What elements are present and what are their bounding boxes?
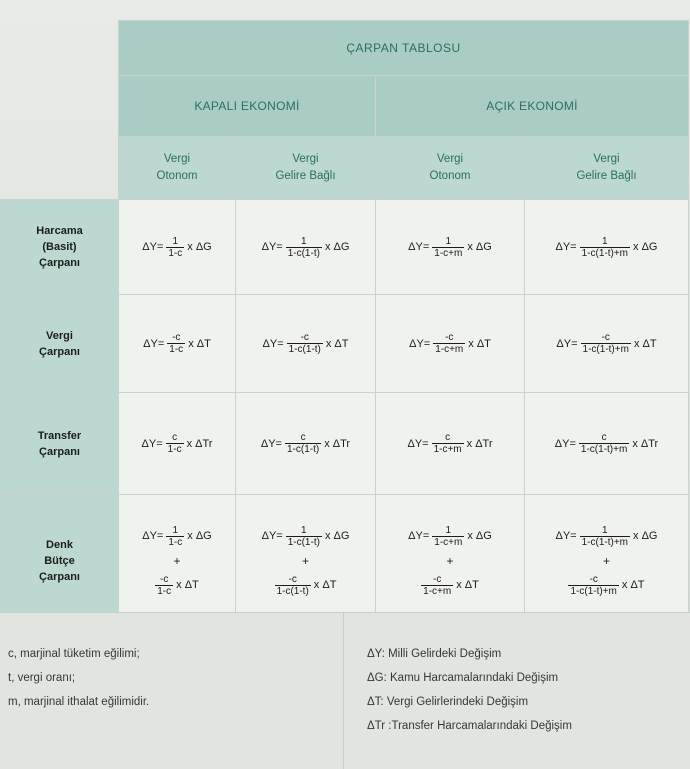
formula-cell: ΔY= $\frac{c}{1-c(1-t)+m}$ x ΔTr <box>525 393 689 495</box>
formula-cell: ΔY= $\frac{1}{1-c(1-t)}$ x ΔG <box>236 200 376 295</box>
formula-cell: ΔY= $\frac{1}{1-c(1-t)+m}$ x ΔG + $\frac{-c}{1-c(1-t)+m}$ x ΔT <box>525 495 689 627</box>
formula-cell: ΔY= $\frac{1}{1-c+m}$ x ΔG + $\frac{-c}{1-c+m}$ x ΔT <box>376 495 525 627</box>
formula-cell: ΔY= $\frac{c}{1-c+m}$ x ΔTr <box>376 393 525 495</box>
column-header: Vergi Gelire Bağlı <box>525 137 689 200</box>
blank-corner <box>1 137 119 200</box>
legend-item: m, marjinal ithalat eğilimidir. <box>8 696 150 708</box>
group-open-economy: AÇIK EKONOMİ <box>376 76 689 137</box>
column-header: Vergi Otonom <box>119 137 236 200</box>
legend-divider <box>0 612 690 613</box>
formula-cell: ΔY= $\frac{-c}{1-c(1-t)+m}$ x ΔT <box>525 295 689 393</box>
legend-item: ΔY: Milli Gelirdeki Değişim <box>367 648 502 660</box>
formula-cell: ΔY= $\frac{1}{1-c+m}$ x ΔG <box>376 200 525 295</box>
formula-cell: ΔY= $\frac{c}{1-c(1-t)}$ x ΔTr <box>236 393 376 495</box>
row-label-spending-multiplier: Harcama (Basit) Çarpanı <box>1 200 119 295</box>
legend-divider <box>343 612 344 769</box>
row-label-tax-multiplier: Vergi Çarpanı <box>1 295 119 393</box>
legend-item: t, vergi oranı; <box>8 672 76 684</box>
row-label-transfer-multiplier: Transfer Çarpanı <box>1 393 119 495</box>
row-label-balanced-budget-multiplier: Denk Bütçe Çarpanı <box>1 495 119 627</box>
formula-cell: ΔY= $\frac{1}{1-c}$ x ΔG + $\frac{-c}{1-c}$ x ΔT <box>119 495 236 627</box>
column-header: Vergi Gelire Bağlı <box>236 137 376 200</box>
multiplier-table <box>0 20 689 627</box>
table-title: ÇARPAN TABLOSU <box>119 21 689 76</box>
legend-symbols <box>367 642 572 738</box>
formula-cell: ΔY= $\frac{-c}{1-c}$ x ΔT <box>119 295 236 393</box>
formula-cell: ΔY= $\frac{c}{1-c}$ x ΔTr <box>119 393 236 495</box>
formula-cell: ΔY= $\frac{1}{1-c(1-t)+m}$ x ΔG <box>525 200 689 295</box>
formula-cell: ΔY= $\frac{-c}{1-c+m}$ x ΔT <box>376 295 525 393</box>
blank-corner <box>1 76 119 137</box>
legend-item: ΔTr :Transfer Harcamalarındaki Değişim <box>367 720 572 732</box>
legend-item: c, marjinal tüketim eğilimi; <box>8 648 140 660</box>
formula-cell: ΔY= $\frac{1}{1-c}$ x ΔG <box>119 200 236 295</box>
group-closed-economy: KAPALI EKONOMİ <box>119 76 376 137</box>
legend-item: ΔG: Kamu Harcamalarındaki Değişim <box>367 672 559 684</box>
blank-corner <box>1 21 119 76</box>
legend-item: ΔT: Vergi Gelirlerindeki Değişim <box>367 696 529 708</box>
legend-variables <box>8 642 149 714</box>
formula-cell: ΔY= $\frac{-c}{1-c(1-t)}$ x ΔT <box>236 295 376 393</box>
formula-cell: ΔY= $\frac{1}{1-c(1-t)}$ x ΔG + $\frac{-c}{1-c(1-t)}$ x ΔT <box>236 495 376 627</box>
legend <box>0 612 690 769</box>
column-header: Vergi Otonom <box>376 137 525 200</box>
